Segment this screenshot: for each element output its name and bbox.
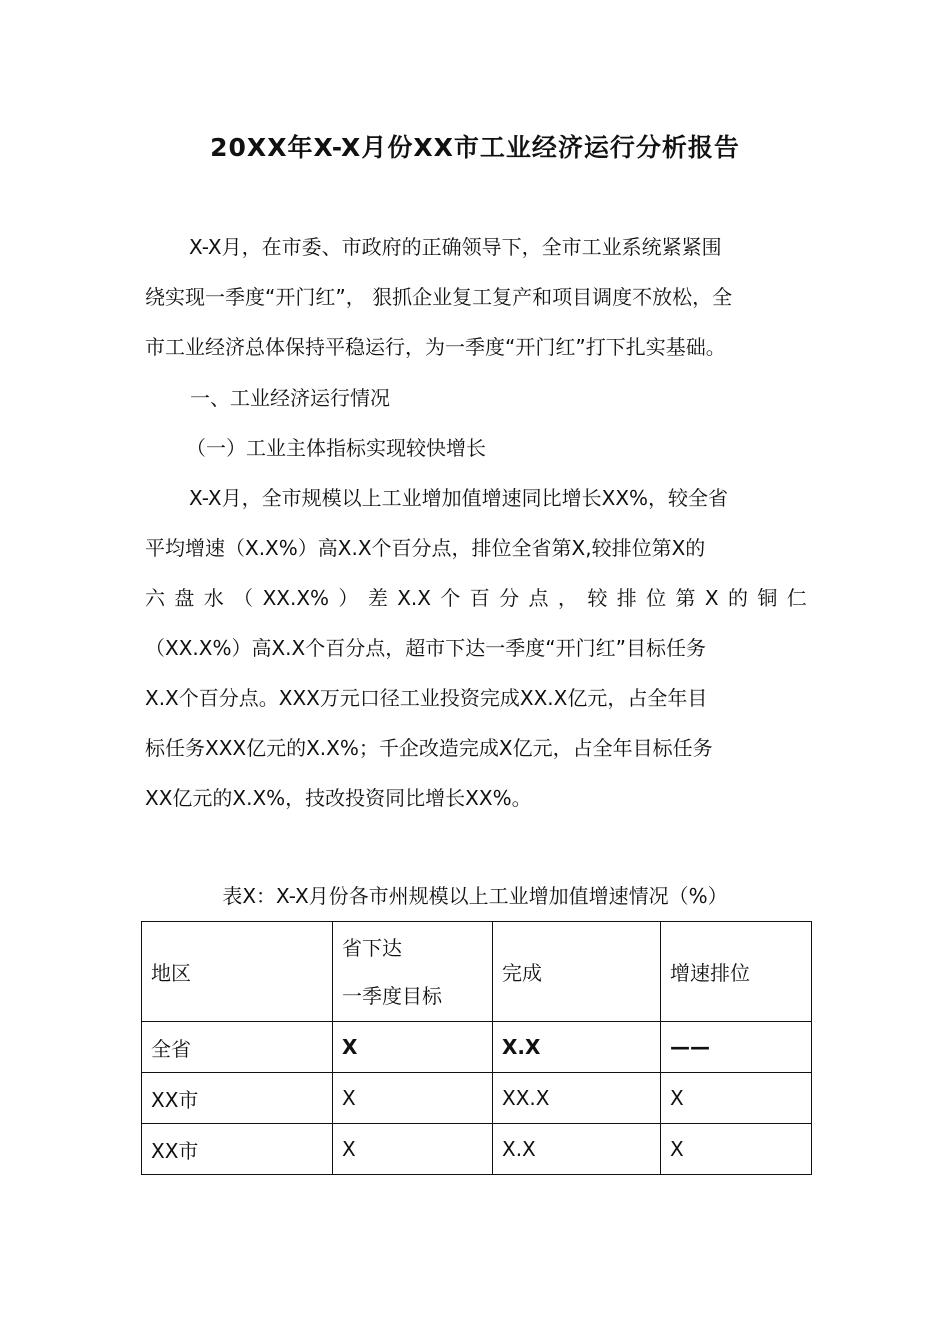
header-rank: 增速排位 — [661, 922, 812, 1022]
spread-word: 位 — [646, 586, 667, 610]
intro-line: 市工业经济总体保持平稳运行，为一季度“开门红”打下扎实基础。 — [145, 335, 726, 359]
body-line: （XX.X%）高X.X个百分点，超市下达一季度“开门红”目标任务 — [145, 636, 706, 660]
body-paragraph — [145, 473, 807, 823]
spread-word: 较 — [587, 586, 608, 610]
header-target-line1: 省下达 — [342, 935, 402, 960]
cell-actual: XX.X — [493, 1073, 661, 1124]
cell-actual: X.X — [493, 1022, 661, 1073]
cell-target: X — [333, 1073, 493, 1124]
cell-region: 全省 — [142, 1022, 333, 1073]
spread-word: XX.X% — [262, 586, 330, 610]
spread-word: 的 — [727, 586, 748, 610]
body-line: X-X月，全市规模以上工业增加值增速同比增长XX%，较全省 — [189, 486, 729, 510]
body-line: 平均增速（X.X%）高X.X个百分点，排位全省第X,较排位第X的 — [145, 536, 706, 560]
cell-actual: X.X — [493, 1124, 661, 1175]
subsection-heading: （一）工业主体指标实现较快增长 — [186, 436, 486, 460]
cell-rank: X — [661, 1073, 812, 1124]
intro-paragraph — [145, 222, 807, 372]
spread-word: ） — [338, 586, 359, 610]
table-header-row — [142, 922, 812, 1022]
body-line-spread — [145, 573, 807, 623]
spread-word: 铜 — [757, 586, 778, 610]
intro-line: X-X月，在市委、市政府的正确领导下，全市工业系统紧紧围 — [189, 235, 722, 259]
spread-word: 个 — [440, 586, 461, 610]
table-row — [142, 1022, 812, 1073]
spread-word: 点 — [528, 586, 549, 610]
spread-word: 百 — [469, 586, 490, 610]
table-row — [142, 1124, 812, 1175]
spread-word: 第 — [675, 586, 696, 610]
intro-line: 绕实现一季度“开门红”， 狠抓企业复工复产和项目调度不放松，全 — [145, 285, 733, 309]
spread-word: 仁 — [786, 586, 807, 610]
spread-word: 分 — [499, 586, 520, 610]
growth-table — [141, 921, 812, 1175]
table-caption: 表X：X-X月份各市州规模以上工业增加值增速情况（%） — [222, 884, 728, 908]
spread-word: 排 — [616, 586, 637, 610]
spread-word: 盘 — [174, 586, 195, 610]
body-line: 标任务XXX亿元的X.X%；千企改造完成X亿元，占全年目标任务 — [145, 736, 713, 760]
spread-word: X.X — [397, 586, 431, 610]
spread-word: （ — [233, 586, 254, 610]
cell-region: XX市 — [142, 1124, 333, 1175]
body-line: XX亿元的X.X%，技改投资同比增长XX%。 — [145, 786, 532, 810]
spread-word: 差 — [367, 586, 388, 610]
header-target-line2: 一季度目标 — [342, 983, 442, 1008]
cell-target: X — [333, 1124, 493, 1175]
header-region: 地区 — [142, 922, 333, 1022]
cell-region: XX市 — [142, 1073, 333, 1124]
cell-rank: —— — [661, 1022, 812, 1073]
header-target — [333, 922, 493, 1022]
table-row — [142, 1073, 812, 1124]
spread-word: 六 — [145, 586, 165, 610]
spread-word: 水 — [203, 586, 224, 610]
section-heading: 一、工业经济运行情况 — [190, 386, 390, 410]
spread-word: ， — [557, 586, 578, 610]
spread-word: X — [704, 586, 719, 610]
cell-rank: X — [661, 1124, 812, 1175]
header-actual: 完成 — [493, 922, 661, 1022]
cell-target: X — [333, 1022, 493, 1073]
body-line: X.X个百分点。XXX万元口径工业投资完成XX.X亿元，占全年目 — [145, 686, 708, 710]
document-title: 20XX年X-X月份XX市工业经济运行分析报告 — [210, 133, 740, 162]
